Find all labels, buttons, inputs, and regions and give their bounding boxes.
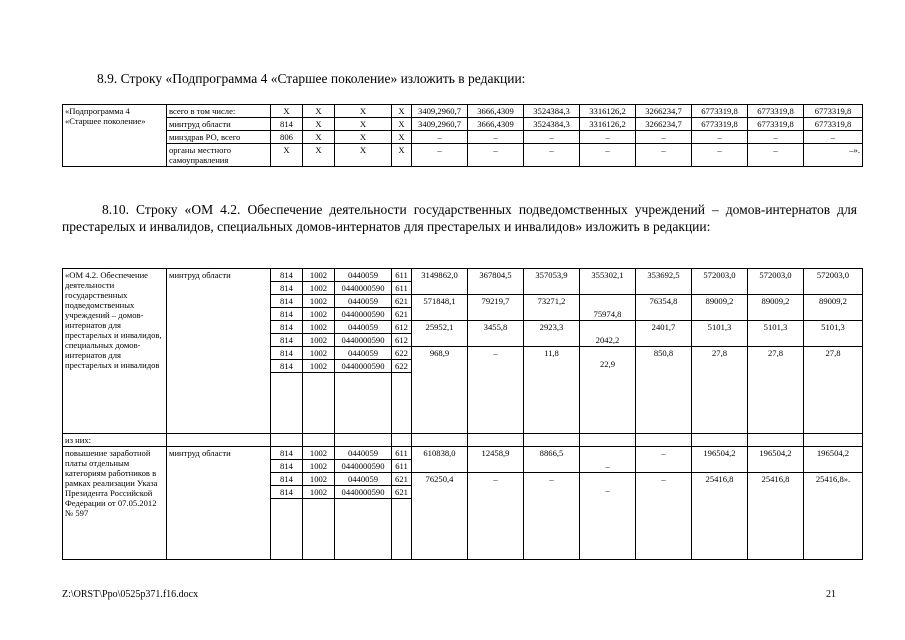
code-cell: 0440059 bbox=[335, 473, 392, 486]
value-cell: – bbox=[468, 347, 524, 434]
code-cell: 611 bbox=[392, 282, 412, 295]
code-cell: X bbox=[303, 105, 335, 118]
value-cell: 357053,9 bbox=[524, 269, 580, 295]
code-cell: X bbox=[392, 131, 412, 144]
code-cell: 0440059 bbox=[335, 447, 392, 460]
value-cell: 27,8 bbox=[804, 347, 863, 434]
value-cell: 12458,9 bbox=[468, 447, 524, 473]
code-cell: X bbox=[392, 105, 412, 118]
om-name-cell: «ОМ 4.2. Обеспечение деятельности государственных подведомственных учреждений – домов-интернатов для престарелых и инвалидов, специальных домов-интернатов для престарелых и инвалидов bbox=[63, 269, 167, 434]
table-row bbox=[63, 434, 863, 447]
code-cell: X bbox=[335, 118, 392, 131]
value-cell: 353692,5 bbox=[636, 269, 692, 295]
code-cell: X bbox=[335, 144, 392, 167]
code-cell: 0440000590 bbox=[335, 334, 392, 347]
value-cell: – bbox=[468, 473, 524, 560]
value-cell: 3409,2960,7 bbox=[412, 105, 468, 118]
value-cell: 6773319,8 bbox=[748, 118, 804, 131]
code-cell: 1002 bbox=[303, 282, 335, 295]
code-cell: 611 bbox=[392, 447, 412, 460]
value-cell: 3149862,0 bbox=[412, 269, 468, 295]
code-cell: 0440000590 bbox=[335, 486, 392, 499]
value-cell: 2401,7 bbox=[636, 321, 692, 347]
code-cell: 622 bbox=[392, 360, 412, 373]
value-cell: 79219,7 bbox=[468, 295, 524, 321]
executor-cell: всего в том числе: bbox=[167, 105, 271, 118]
sub-name-cell: повышение заработной платы отдельным категориям работников в рамках реализации Указа Президента Российской Федерации от 07.05.2012 № 597 bbox=[63, 447, 167, 560]
value-cell: – bbox=[580, 447, 636, 473]
value-cell: 367804,5 bbox=[468, 269, 524, 295]
value-cell: 76250,4 bbox=[412, 473, 468, 560]
code-cell: 1002 bbox=[303, 308, 335, 321]
value-cell: 3266234,7 bbox=[636, 105, 692, 118]
value-cell: 89009,2 bbox=[748, 295, 804, 321]
value-cell: 196504,2 bbox=[804, 447, 863, 473]
value-cell: 89009,2 bbox=[804, 295, 863, 321]
table-row bbox=[63, 131, 863, 144]
value-cell: 75974,8 bbox=[580, 295, 636, 321]
value-cell: – bbox=[580, 131, 636, 144]
value-cell: – bbox=[580, 473, 636, 560]
executor-cell: минздрав РО, всего bbox=[167, 131, 271, 144]
code-cell: 814 bbox=[271, 308, 303, 321]
value-cell: – bbox=[524, 144, 580, 167]
value-cell: – bbox=[636, 447, 692, 473]
value-cell: 3266234,7 bbox=[636, 118, 692, 131]
code-cell: 1002 bbox=[303, 347, 335, 360]
page-number: 21 bbox=[826, 589, 836, 600]
value-cell: – bbox=[692, 131, 748, 144]
value-cell: 968,9 bbox=[412, 347, 468, 434]
code-cell: 1002 bbox=[303, 447, 335, 460]
code-cell: 1002 bbox=[303, 360, 335, 373]
table-row bbox=[63, 269, 863, 282]
table-row bbox=[63, 447, 863, 460]
code-cell: X bbox=[271, 105, 303, 118]
code-cell: 814 bbox=[271, 473, 303, 486]
value-cell: – bbox=[524, 473, 580, 560]
code-cell: 621 bbox=[392, 486, 412, 499]
executor-cell: минтруд области bbox=[167, 269, 271, 434]
value-cell: 2042,2 bbox=[580, 321, 636, 347]
value-cell: 5101,3 bbox=[692, 321, 748, 347]
code-cell: 814 bbox=[271, 295, 303, 308]
code-cell: 1002 bbox=[303, 460, 335, 473]
value-cell: 6773319,8 bbox=[692, 105, 748, 118]
code-cell: 814 bbox=[271, 360, 303, 373]
value-cell: 610838,0 bbox=[412, 447, 468, 473]
value-cell: 5101,3 bbox=[804, 321, 863, 347]
value-cell: 3524384,3 bbox=[524, 105, 580, 118]
code-cell: X bbox=[392, 144, 412, 167]
value-cell: 355302,1 bbox=[580, 269, 636, 295]
code-cell: 622 bbox=[392, 347, 412, 360]
value-cell: 27,8 bbox=[692, 347, 748, 434]
value-cell: 27,8 bbox=[748, 347, 804, 434]
code-cell: X bbox=[335, 105, 392, 118]
value-cell: – bbox=[636, 131, 692, 144]
value-cell: 6773319,8 bbox=[804, 118, 863, 131]
code-cell: 612 bbox=[392, 334, 412, 347]
code-cell: 0440000590 bbox=[335, 460, 392, 473]
code-cell: 814 bbox=[271, 282, 303, 295]
value-cell: – bbox=[748, 144, 804, 167]
value-cell: 25416,8». bbox=[804, 473, 863, 560]
code-cell: 1002 bbox=[303, 295, 335, 308]
value-cell: 196504,2 bbox=[692, 447, 748, 473]
value-cell: 5101,3 bbox=[748, 321, 804, 347]
value-cell: 3666,4309 bbox=[468, 105, 524, 118]
code-cell: 814 bbox=[271, 347, 303, 360]
code-cell: 0440000590 bbox=[335, 360, 392, 373]
value-cell: 6773319,8 bbox=[692, 118, 748, 131]
value-cell: 6773319,8 bbox=[748, 105, 804, 118]
code-cell: X bbox=[392, 118, 412, 131]
code-cell: 0440059 bbox=[335, 347, 392, 360]
code-cell: 611 bbox=[392, 460, 412, 473]
code-cell: 1002 bbox=[303, 486, 335, 499]
code-cell: 1002 bbox=[303, 269, 335, 282]
code-cell: 621 bbox=[392, 308, 412, 321]
value-cell: 73271,2 bbox=[524, 295, 580, 321]
table-row bbox=[63, 105, 863, 118]
code-cell: 0440000590 bbox=[335, 308, 392, 321]
value-cell: 6773319,8 bbox=[804, 105, 863, 118]
code-cell: 814 bbox=[271, 321, 303, 334]
value-cell: 8866,5 bbox=[524, 447, 580, 473]
document-path: Z:\ORST\Ppo\0525p371.f16.docx bbox=[62, 589, 199, 600]
executor-cell: минтруд области bbox=[167, 447, 271, 560]
value-cell: – bbox=[412, 144, 468, 167]
code-cell: 1002 bbox=[303, 321, 335, 334]
value-cell: 3455,8 bbox=[468, 321, 524, 347]
value-cell: 22,9 bbox=[580, 347, 636, 434]
value-cell: 2923,3 bbox=[524, 321, 580, 347]
code-cell: 612 bbox=[392, 321, 412, 334]
code-cell: 814 bbox=[271, 486, 303, 499]
code-cell: 814 bbox=[271, 460, 303, 473]
executor-cell: органы местного самоуправления bbox=[167, 144, 271, 167]
of-them-label: из них: bbox=[63, 434, 167, 447]
value-cell: 11,8 bbox=[524, 347, 580, 434]
code-cell: 0440000590 bbox=[335, 282, 392, 295]
value-cell: 25416,8 bbox=[692, 473, 748, 560]
code-cell: X bbox=[335, 131, 392, 144]
code-cell: X bbox=[303, 118, 335, 131]
code-cell: 814 bbox=[271, 118, 303, 131]
code-cell: 814 bbox=[271, 269, 303, 282]
value-cell: 25952,1 bbox=[412, 321, 468, 347]
code-cell: 621 bbox=[392, 295, 412, 308]
code-cell: X bbox=[271, 144, 303, 167]
value-cell: 25416,8 bbox=[748, 473, 804, 560]
executor-cell: минтруд области bbox=[167, 118, 271, 131]
code-cell: X bbox=[303, 131, 335, 144]
paragraph-8-9: 8.9. Строку «Подпрограмма 4 «Старшее поколение» изложить в редакции: bbox=[97, 71, 526, 86]
om-4-2-table bbox=[62, 268, 863, 560]
code-cell: 1002 bbox=[303, 334, 335, 347]
value-cell: 89009,2 bbox=[692, 295, 748, 321]
code-cell: 814 bbox=[271, 334, 303, 347]
value-cell: – bbox=[748, 131, 804, 144]
code-cell: 0440059 bbox=[335, 269, 392, 282]
program-name-cell: «Подпрограмма 4 «Старшее поколение» bbox=[63, 105, 167, 167]
table-row bbox=[63, 118, 863, 131]
value-cell: 76354,8 bbox=[636, 295, 692, 321]
code-cell: 1002 bbox=[303, 473, 335, 486]
value-cell: 850,8 bbox=[636, 347, 692, 434]
value-cell: 3666,4309 bbox=[468, 118, 524, 131]
paragraph-8-10: 8.10. Строку «ОМ 4.2. Обеспечение деятельности государственных подведомственных учреждений – домов-интернатов для престарелых и инвалидов, специальных домов-интернатов для престарелых и инвалидов» изложить в редакции: bbox=[62, 202, 857, 234]
value-cell: – bbox=[468, 144, 524, 167]
value-cell: – bbox=[580, 144, 636, 167]
value-cell: – bbox=[468, 131, 524, 144]
value-cell: 3316126,2 bbox=[580, 118, 636, 131]
value-cell: – bbox=[804, 131, 863, 144]
value-cell: 572003,0 bbox=[748, 269, 804, 295]
code-cell: 0440059 bbox=[335, 321, 392, 334]
code-cell: 611 bbox=[392, 269, 412, 282]
value-cell: – bbox=[636, 473, 692, 560]
value-cell: 3524384,3 bbox=[524, 118, 580, 131]
value-cell: 196504,2 bbox=[748, 447, 804, 473]
code-cell: 814 bbox=[271, 447, 303, 460]
code-cell: X bbox=[303, 144, 335, 167]
value-cell: 572003,0 bbox=[804, 269, 863, 295]
value-cell: 3316126,2 bbox=[580, 105, 636, 118]
code-cell: 806 bbox=[271, 131, 303, 144]
subprogram-4-table bbox=[62, 104, 863, 167]
value-cell: – bbox=[636, 144, 692, 167]
code-cell: 0440059 bbox=[335, 295, 392, 308]
value-cell: – bbox=[412, 131, 468, 144]
value-cell: 3409,2960,7 bbox=[412, 118, 468, 131]
table-row bbox=[63, 144, 863, 167]
value-cell: –». bbox=[804, 144, 863, 167]
code-cell: 621 bbox=[392, 473, 412, 486]
value-cell: – bbox=[692, 144, 748, 167]
value-cell: 572003,0 bbox=[692, 269, 748, 295]
value-cell: 571848,1 bbox=[412, 295, 468, 321]
value-cell: – bbox=[524, 131, 580, 144]
